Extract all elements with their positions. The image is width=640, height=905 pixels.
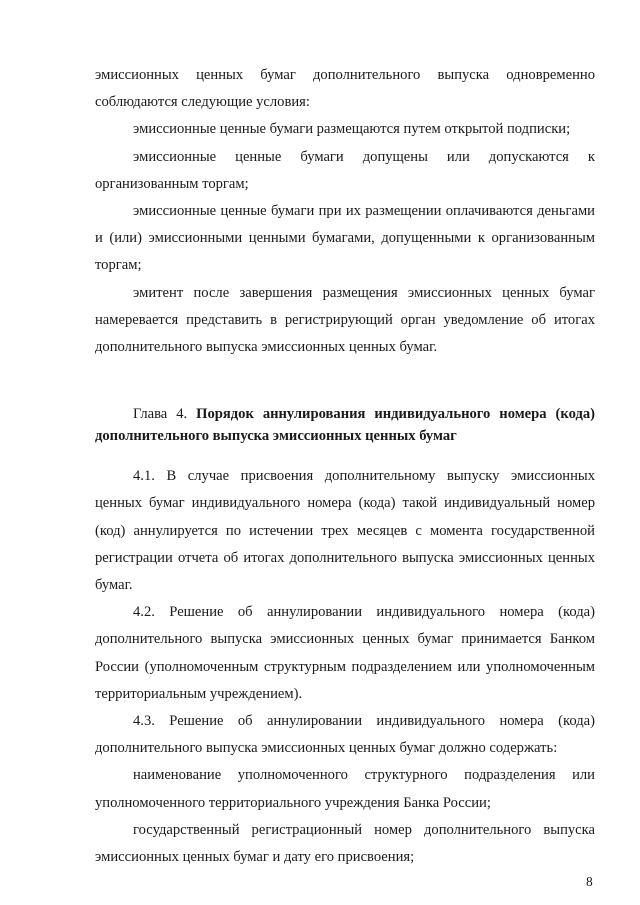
paragraph: эмиссионные ценные бумаги допущены или допускаются к организованным торгам; xyxy=(95,148,595,192)
page-number: 8 xyxy=(586,874,593,889)
chapter-heading xyxy=(95,403,595,447)
paragraph: эмиссионные ценные бумаги при их размещении оплачиваются деньгами и (или) эмиссионными ценными бумагами, допущенными к организованным торгам; xyxy=(95,203,595,274)
spacer xyxy=(95,447,595,463)
paragraph: эмиссионных ценных бумаг дополнительного выпуска одновременно соблюдаются следующие условия: xyxy=(95,67,595,111)
paragraph: 4.2. Решение об аннулировании индивидуального номера (кода) дополнительного выпуска эмиссионных ценных бумаг принимается Банком России (уполномоченным структурным подразделением или уполномоченным территориальным учреждением). xyxy=(95,604,595,702)
paragraph: государственный регистрационный номер дополнительного выпуска эмиссионных ценных бумаг и дату его присвоения; xyxy=(95,821,595,866)
paragraph: 4.3. Решение об аннулировании индивидуального номера (кода) дополнительного выпуска эмиссионных ценных бумаг должно содержать: xyxy=(95,713,595,757)
paragraph: наименование уполномоченного структурного подразделения или уполномоченного территориального учреждения Банка России; xyxy=(95,767,595,811)
chapter-title: Порядок аннулирования индивидуального номера (кода) дополнительного выпуска эмиссионных ценных бумаг xyxy=(95,406,595,445)
document-body xyxy=(95,62,595,871)
paragraph: 4.1. В случае присвоения дополнительному выпуску эмиссионных ценных бумаг индивидуального номера (кода) такой индивидуальный номер (код) аннулируется по истечении трех месяцев с момента государственной регистрации отчета об итогах дополнительного выпуска эмиссионных ценных бумаг. xyxy=(95,468,595,594)
paragraph: эмитент после завершения размещения эмиссионных ценных бумаг намеревается представить в регистрирующий орган уведомление об итогах дополнительного выпуска эмиссионных ценных бумаг. xyxy=(95,284,595,356)
chapter-label: Глава 4. xyxy=(133,406,188,423)
spacer xyxy=(95,361,595,403)
paragraph: эмиссионные ценные бумаги размещаются путем открытой подписки; xyxy=(133,121,571,138)
